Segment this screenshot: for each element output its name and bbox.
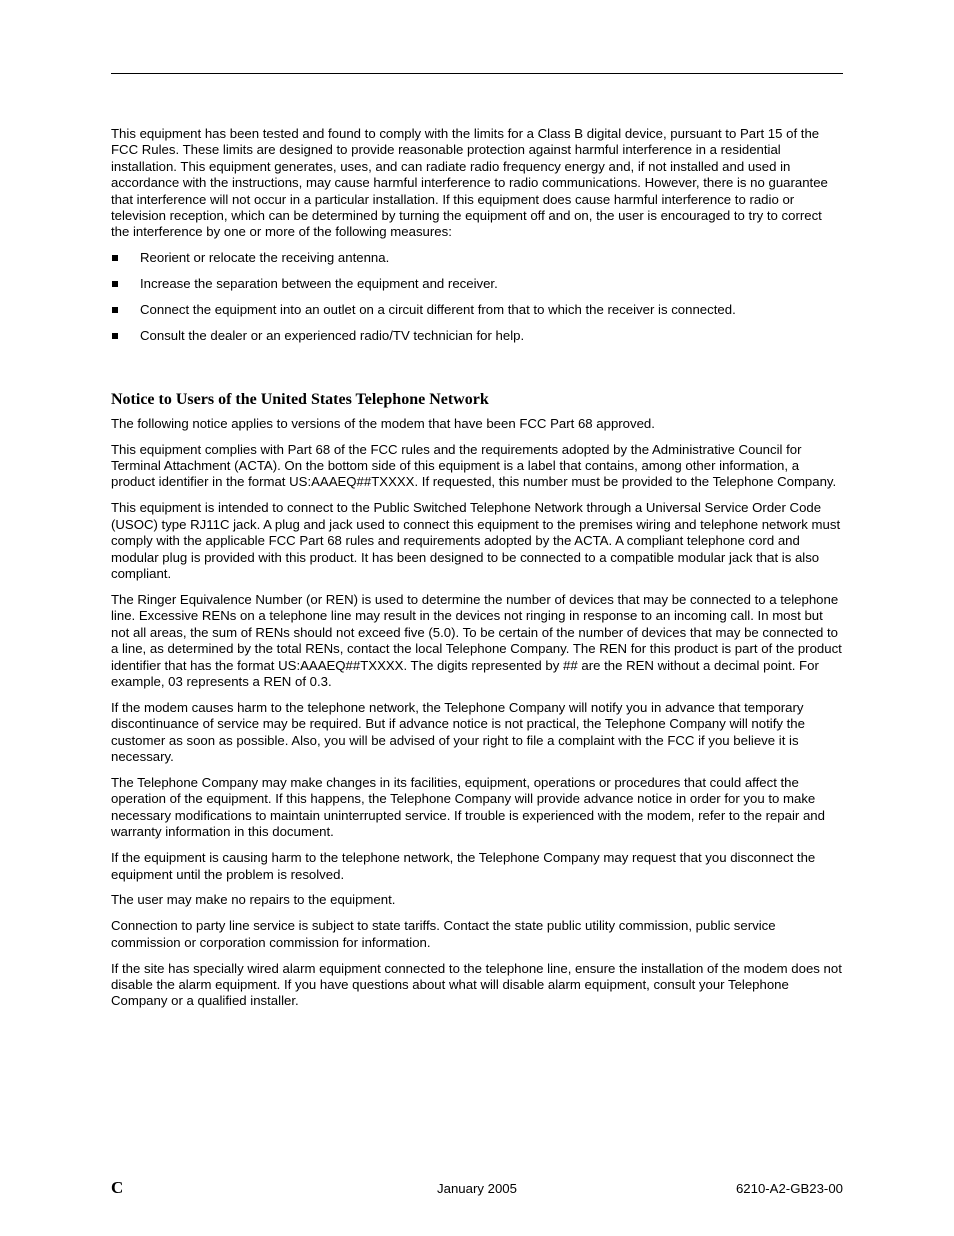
list-item bbox=[111, 276, 843, 292]
document-number: 6210-A2-GB23-00 bbox=[735, 1181, 843, 1196]
list-item-text: Reorient or relocate the receiving antenna. bbox=[140, 250, 390, 266]
intro-paragraph: This equipment has been tested and found to comply with the limits for a Class B digital device, pursuant to Part 15 of the FCC Rules. These limits are designed to provide reasonable protection against harmful interference in a residential installation. This equipment generates, uses, and can radiate radio frequency energy and, if not installed and used in accordance with the instructions, may cause harmful interference to radio communications. However, there is no guarantee that interference will not occur in a particular installation. If this equipment does cause harmful interference to radio or television reception, which can be determined by turning the equipment off and on, the user is encouraged to try to correct the interference by one or more of the following measures: bbox=[111, 126, 828, 240]
square-bullet-icon bbox=[112, 333, 118, 339]
square-bullet-icon bbox=[112, 307, 118, 313]
measures-list bbox=[111, 250, 843, 344]
section-paragraph: This equipment complies with Part 68 of the FCC rules and the requirements adopted by the Administrative Council for Terminal Attachment (ACTA). On the bottom side of this equipment is a label that contains, among other information, a product identifier in the format US:AAAEQ##TXXXX. If requested, this number must be provided to the Telephone Company. bbox=[111, 441, 837, 490]
list-item-text: Increase the separation between the equipment and receiver. bbox=[140, 276, 498, 292]
list-item-text: Connect the equipment into an outlet on a circuit different from that to which the receiver is connected. bbox=[140, 302, 736, 318]
square-bullet-icon bbox=[112, 255, 118, 261]
list-item-text: Consult the dealer or an experienced radio/TV technician for help. bbox=[140, 328, 525, 344]
section-paragraph: If the equipment is causing harm to the telephone network, the Telephone Company may request that you disconnect the equipment until the problem is resolved. bbox=[111, 850, 816, 882]
section-paragraph: If the site has specially wired alarm equipment connected to the telephone line, ensure the installation of the modem does not disable the alarm equipment. If you have questions about what will disable alarm equipment, consult your Telephone Company or a qualified installer. bbox=[111, 960, 842, 1009]
section-heading: Notice to Users of the United States Telephone Network bbox=[111, 390, 489, 408]
list-item bbox=[111, 250, 843, 266]
section-paragraph: This equipment is intended to connect to the Public Switched Telephone Network through a Universal Service Order Code (USOC) type RJ11C jack. A plug and jack used to connect this equipment to the premises wiring and telephone network must comply with the applicable FCC Part 68 rules and requirements adopted by the ACTA. A compliant telephone cord and modular plug is provided with this product. It has been designed to be connected to a compatible modular jack that is also compliant. bbox=[111, 500, 841, 581]
square-bullet-icon bbox=[112, 281, 118, 287]
header-rule bbox=[111, 73, 843, 74]
list-item bbox=[111, 302, 843, 318]
section-paragraph: The Ringer Equivalence Number (or REN) is used to determine the number of devices that may be connected to a telephone line. Excessive RENs on a telephone line may result in the devices not ringing in response to an incoming call. In most but not all areas, the sum of RENs should not exceed five (5.0). To be certain of the number of devices that may be connected to a line, as determined by the total RENs, contact the local Telephone Company. The REN for this product is part of the product identifier that has the format US:AAAEQ##TXXXX. The digits represented by ## are the REN without a decimal point. For example, 03 represents a REN of 0.3. bbox=[111, 591, 842, 689]
section-paragraph: The user may make no repairs to the equipment. bbox=[111, 892, 396, 908]
section-paragraph: Connection to party line service is subject to state tariffs. Contact the state public utility commission, public service commission or corporation commission for information. bbox=[111, 918, 776, 950]
page-letter: C bbox=[111, 1178, 124, 1197]
section-paragraph: If the modem causes harm to the telephone network, the Telephone Company will notify you in advance that temporary discontinuance of service may be required. But if advance notice is not practical, the Telephone Company will notify the customer as soon as possible. Also, you will be advised of your right to file a complaint with the FCC if you believe it is necessary. bbox=[111, 699, 805, 765]
page-content bbox=[111, 126, 843, 1019]
list-item bbox=[111, 328, 843, 344]
section-paragraph: The following notice applies to versions of the modem that have been FCC Part 68 approved. bbox=[111, 415, 655, 431]
section-paragraph: The Telephone Company may make changes in its facilities, equipment, operations or procedures that could affect the operation of the equipment. If this happens, the Telephone Company will provide advance notice in order for you to make necessary modifications to maintain uninterrupted service. If trouble is experienced with the modem, refer to the repair and warranty information in this document. bbox=[111, 774, 825, 840]
page-footer bbox=[111, 1178, 843, 1200]
footer-date: January 2005 bbox=[437, 1181, 517, 1196]
